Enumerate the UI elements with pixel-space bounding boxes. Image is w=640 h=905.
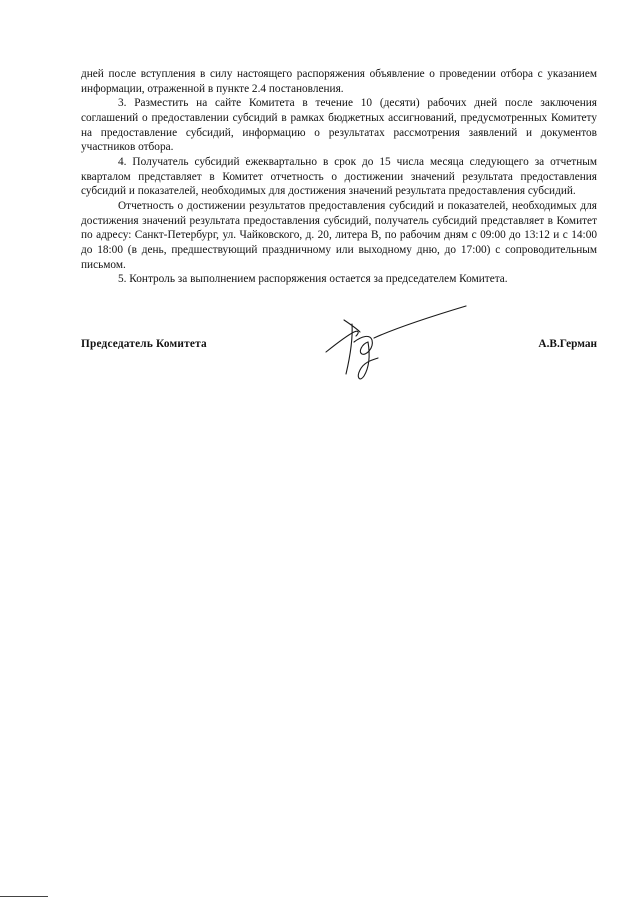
paragraph-item-4: 4. Получатель субсидий ежеквартально в срок до 15 числа месяца следующего за отчетным кварталом представляет в Комитет отчетность о достижении значений результата предоставления субсидий и показателей, необходимых для достижения значений результата предоставления субсидий. (81, 155, 597, 198)
document-body (81, 67, 597, 287)
paragraph-continuation: дней после вступления в силу настоящего распоряжения объявление о проведении отбора с указанием информации, отраженной в пункте 2.4 постановления. (81, 68, 597, 95)
signatory-name: А.В.Герман (538, 338, 597, 350)
paragraph-reporting: Отчетность о достижении результатов предоставления субсидий и показателей, необходимых для достижения значений результата предоставления субсидий, получатель субсидий представляет в Комитет по адресу: Санкт-Петербург, ул. Чайковского, д. 20, литера В, по рабочим дням с 09:00 до 13:12 и с 14:00 до 18:00 (в день, предшествующий праздничному или выходному дню, до 17:00) с сопроводительным письмом. (81, 199, 597, 271)
paragraph-item-3: 3. Разместить на сайте Комитета в течение 10 (десяти) рабочих дней после заключения соглашений о предоставлении субсидий в рамках бюджетных ассигнований, предусмотренных Комитету на предоставление субсидий, информацию о результатах рассмотрения заявлений и документов участников отбора. (81, 97, 597, 154)
paragraph-item-5: 5. Контроль за выполнением распоряжения остается за председателем Комитета. (118, 273, 508, 286)
page-edge-line (0, 896, 48, 897)
signatory-title: Председатель Комитета (81, 338, 207, 350)
handwritten-signature (316, 302, 476, 382)
